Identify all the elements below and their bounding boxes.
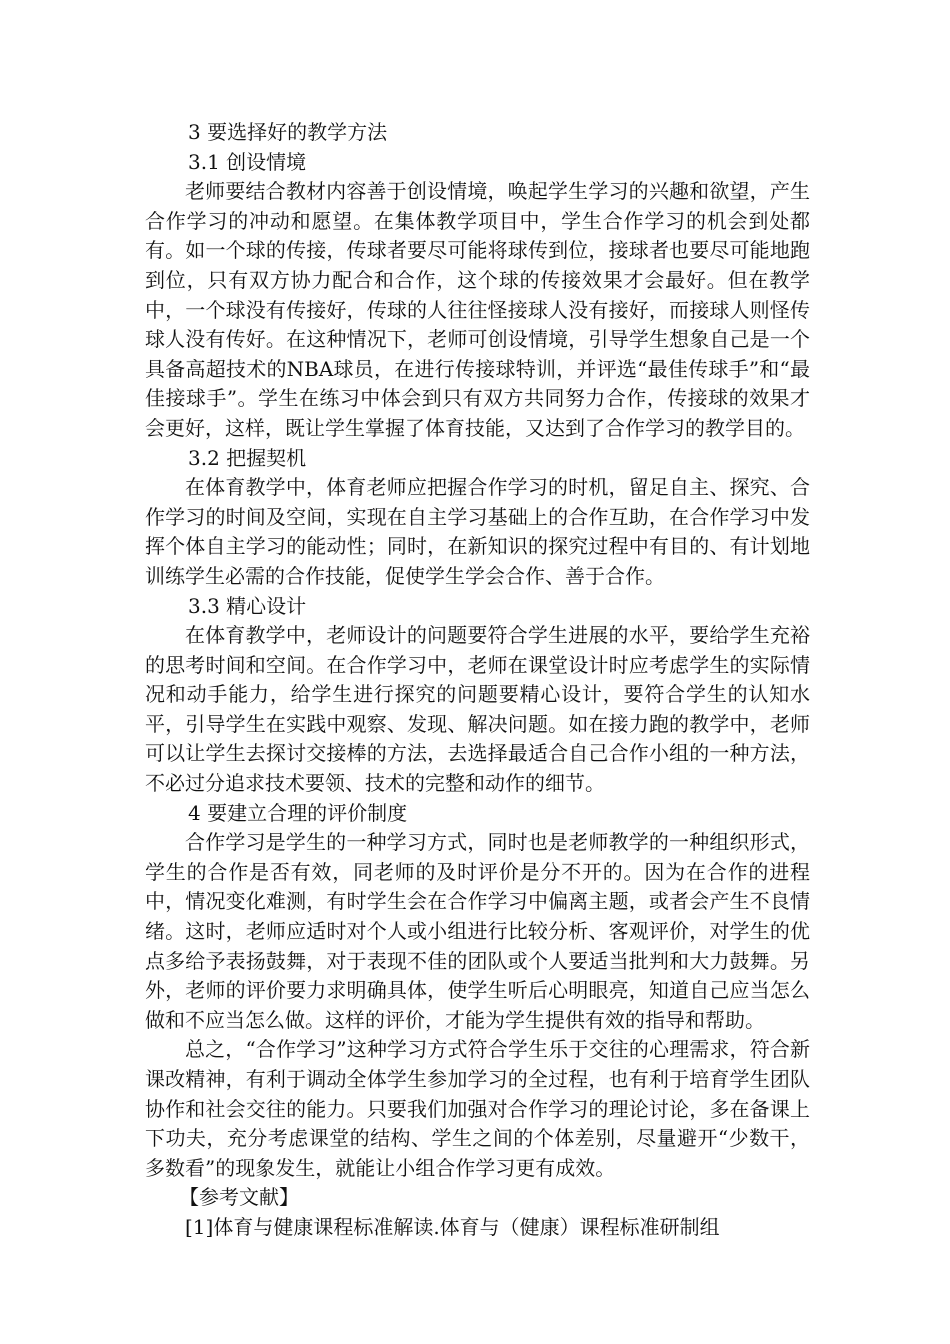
paragraph-3-1: 老师要结合教材内容善于创设情境，唤起学生学习的兴趣和欲望，产生合作学习的冲动和愿望。在集体教学项目中，学生合作学习的机会到处都有。如一个球的传接，传球者要尽可能将球传到位，接球者也要尽可能地跑到位，只有双方协力配合和合作，这个球的传接效果才会最好。但在教学中，一个球没有传接好，传球的人往往怪接球人没有接好，而接球人则怪传球人没有传好。在这种情况下，老师可创设情境，引导学生想象自己是一个具备高超技术的NBA球员，在进行传接球特训，并评选“最佳传球手”和“最佳接球手”。学生在练习中体会到只有双方共同努力合作，传接球的效果才会更好，这样，既让学生掌握了体育技能，又达到了合作学习的教学目的。 [145,179,810,440]
paragraph-3-3: 在体育教学中，老师设计的问题要符合学生进展的水平，要给学生充裕的思考时间和空间。在合作学习中，老师在课堂设计时应考虑学生的实际情况和动手能力，给学生进行探究的问题要精心设计，要符合学生的认知水平，引导学生在实践中观察、发现、解决问题。如在接力跑的教学中，老师可以让学生去探讨交接棒的方法，去选择最适合自己合作小组的一种方法，不必过分追求技术要领、技术的完整和动作的细节。 [145,623,810,796]
paragraph-3-2: 在体育教学中，体育老师应把握合作学习的时机，留足自主、探究、合作学习的时间及空间，实现在自主学习基础上的合作互助，在合作学习中发挥个体自主学习的能动性；同时，在新知识的探究过程中有目的、有计划地训练学生必需的合作技能，促使学生学会合作、善于合作。 [145,475,810,588]
section-heading-4: 4 要建立合理的评价制度 [188,800,408,825]
document-body [145,118,810,1243]
subsection-heading-3-2: 3.2 把握契机 [188,445,307,470]
reference-item-1: [1]体育与健康课程标准解读.体育与（健康）课程标准研制组 [185,1214,720,1239]
subsection-heading-3-1: 3.1 创设情境 [188,149,307,174]
subsection-heading-3-3: 3.3 精心设计 [188,593,307,618]
paragraph-conclusion: 总之，“合作学习”这种学习方式符合学生乐于交往的心理需求，符合新课改精神，有利于调动全体学生参加学习的全过程，也有利于培育学生团队协作和社会交往的能力。只要我们加强对合作学习的理论讨论，多在备课上下功夫，充分考虑课堂的结构、学生之间的个体差别，尽量避开“少数干，多数看”的现象发生，就能让小组合作学习更有成效。 [145,1037,810,1180]
paragraph-4: 合作学习是学生的一种学习方式，同时也是老师教学的一种组织形式，学生的合作是否有效，同老师的及时评价是分不开的。因为在合作的进程中，情况变化难测，有时学生会在合作学习中偏离主题，或者会产生不良情绪。这时，老师应适时对个人或小组进行比较分析、客观评价，对学生的优点多给予表扬鼓舞，对于表现不佳的团队或个人要适当批判和大力鼓舞。另外，老师的评价要力求明确具体，使学生听后心明眼亮，知道自己应当怎么做和不应当怎么做。这样的评价，才能为学生提供有效的指导和帮助。 [145,830,810,1032]
references-heading: 【参考文献】 [179,1185,299,1210]
section-heading-3: 3 要选择好的教学方法 [188,120,388,144]
